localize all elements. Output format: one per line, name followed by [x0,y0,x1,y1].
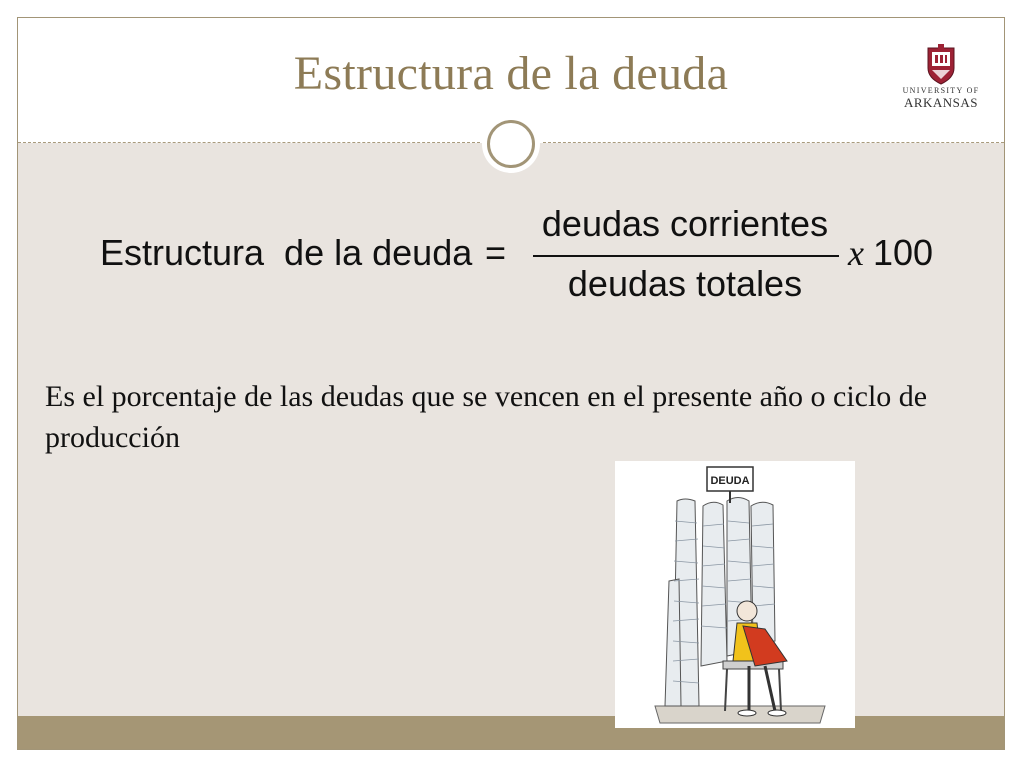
formula-equals: = [485,232,507,273]
formula-numerator: deudas corrientes [541,203,829,244]
debt-structure-formula [100,203,960,313]
logo-line-1: UNIVERSITY OF [902,86,980,95]
footer-band [18,716,1004,749]
slide-title: Estructura de la deuda [293,47,729,100]
logo-line-2: ARKANSAS [903,95,979,110]
formula-multiplier: x [848,233,864,273]
fraction-bar [533,255,839,257]
formula-denominator: deudas totales [567,263,803,304]
definition-text: Es el porcentaje de las deudas que se vencen en el presente año o ciclo de producción [45,380,928,454]
debt-cartoon-image [615,461,855,728]
divider-circle-icon [487,120,535,168]
university-logo [898,44,984,114]
formula-factor: 100 [873,232,934,273]
slide [17,17,1005,750]
formula-lhs: Estructura de la deuda [100,232,473,273]
divider-right [543,142,1004,143]
divider-left [18,142,480,143]
sign-text: DEUDA [710,475,750,487]
razorback-crest-icon [898,44,984,88]
